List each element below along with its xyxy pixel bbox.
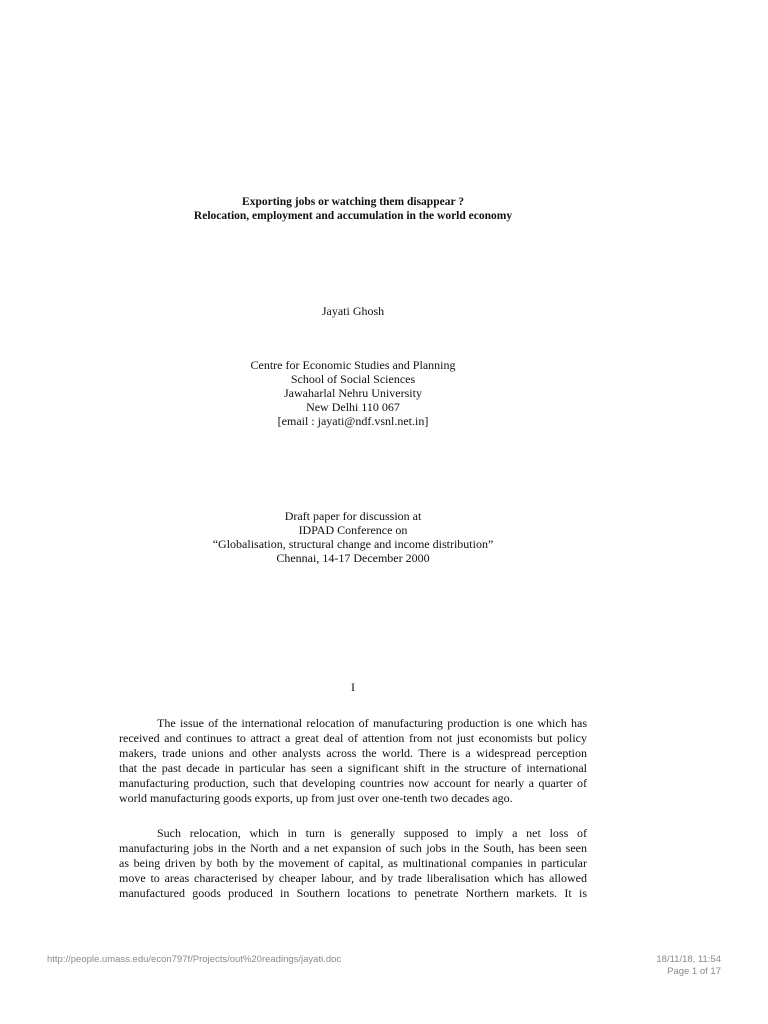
paragraph-line: manufacturing production, such that developing countries now account for nearly a quarter of bbox=[119, 776, 587, 790]
paper-title bbox=[0, 195, 706, 223]
body-paragraph-1 bbox=[119, 716, 587, 806]
conference-title: “Globalisation, structural change and income distribution” bbox=[212, 537, 494, 551]
source-url: http://people.umass.edu/econ797f/Projects/out%20readings/jayati.doc bbox=[47, 954, 342, 965]
page-indicator: Page 1 of 17 bbox=[667, 966, 721, 977]
draft-note bbox=[0, 509, 706, 565]
affiliation-line: Jawaharlal Nehru University bbox=[284, 386, 422, 400]
paragraph-line: as being driven by both by the movement of capital, as multinational companies in particular bbox=[119, 856, 587, 870]
draft-line: IDPAD Conference on bbox=[298, 523, 408, 537]
paragraph-line: Such relocation, which in turn is generally supposed to imply a net loss of bbox=[157, 826, 587, 840]
paragraph-line: received and continues to attract a great deal of attention from not just economists but policy bbox=[119, 731, 587, 745]
title-line-1: Exporting jobs or watching them disappear ? bbox=[242, 196, 464, 208]
author-name: Jayati Ghosh bbox=[321, 304, 385, 318]
draft-line: Draft paper for discussion at bbox=[284, 509, 422, 523]
footer-meta bbox=[656, 954, 721, 978]
paragraph-line: that the past decade in particular has seen a significant shift in the structure of international bbox=[119, 761, 587, 775]
body-paragraph-2 bbox=[119, 826, 587, 901]
paragraph-line: makers, trade unions and other analysts across the world. There is a widespread perception bbox=[119, 746, 587, 760]
print-datetime: 18/11/18, 11:54 bbox=[656, 954, 721, 965]
author-affiliation bbox=[0, 358, 706, 428]
paragraph-line: The issue of the international relocation of manufacturing production is one which has bbox=[157, 716, 587, 730]
author-email: [email : jayati@ndf.vsnl.net.in] bbox=[277, 414, 429, 428]
section-heading: I bbox=[351, 680, 355, 694]
title-line-2: Relocation, employment and accumulation in the world economy bbox=[193, 210, 513, 222]
paragraph-line: manufactured goods produced in Southern locations to penetrate Northern markets. It is bbox=[119, 886, 587, 900]
affiliation-line: Centre for Economic Studies and Planning bbox=[250, 358, 456, 372]
paragraph-line: move to areas characterised by cheaper labour, and by trade liberalisation which has allowed bbox=[119, 871, 587, 885]
paragraph-line: manufacturing jobs in the North and a net expansion of such jobs in the South, has been seen bbox=[119, 841, 587, 855]
paragraph-line: world manufacturing goods exports, up from just over one-tenth two decades ago. bbox=[119, 791, 513, 805]
conference-date: Chennai, 14-17 December 2000 bbox=[276, 551, 430, 565]
affiliation-line: New Delhi 110 067 bbox=[306, 400, 400, 414]
affiliation-line: School of Social Sciences bbox=[290, 372, 416, 386]
